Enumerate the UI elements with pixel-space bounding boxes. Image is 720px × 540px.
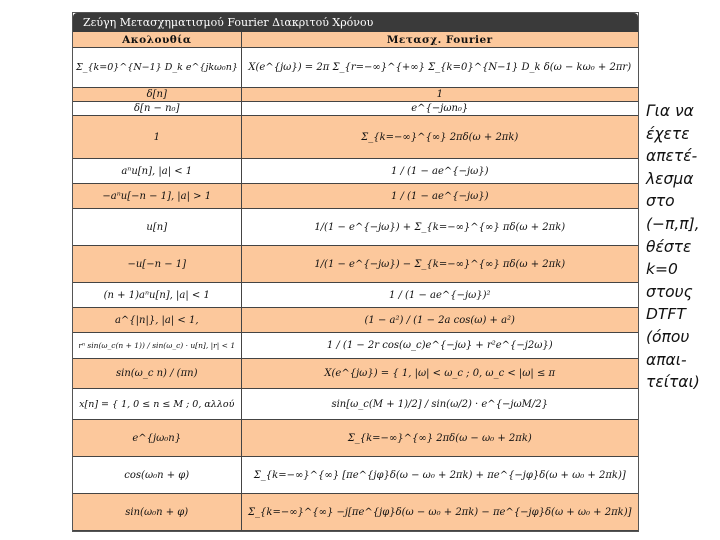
transform-cell: e^{−jωn₀} <box>241 102 638 116</box>
header-transform: Μετασχ. Fourier <box>241 32 638 48</box>
note-line: (όπου <box>646 327 690 346</box>
sequence-cell: sin(ω_c n) / (πn) <box>73 359 241 389</box>
table-row <box>73 494 638 531</box>
sequence-cell: −aⁿu[−n − 1], |a| > 1 <box>73 184 241 209</box>
table-row <box>73 359 638 389</box>
table-row <box>73 48 638 88</box>
note-line: Για να <box>646 102 694 120</box>
table-row <box>73 389 638 420</box>
sequence-cell: x[n] = { 1, 0 ≤ n ≤ M ; 0, αλλού <box>73 389 241 420</box>
table-row <box>73 283 638 308</box>
note-line: στους <box>646 282 693 301</box>
transform-cell: Σ_{k=−∞}^{∞} 2πδ(ω − ω₀ + 2πk) <box>241 420 638 457</box>
table-row <box>73 457 638 494</box>
sequence-cell: cos(ω₀n + φ) <box>73 457 241 494</box>
note-line: k=0 <box>646 260 678 279</box>
note-line: απετέ- <box>646 147 698 166</box>
transform-cell: 1/(1 − e^{−jω}) − Σ_{k=−∞}^{∞} πδ(ω + 2πk) <box>241 246 638 283</box>
note-line: έχετε <box>646 124 690 143</box>
transform-cell: (1 − a²) / (1 − 2a cos(ω) + a²) <box>241 308 638 333</box>
header-row <box>73 32 638 48</box>
sequence-cell: aⁿu[n], |a| < 1 <box>73 159 241 184</box>
transform-cell: 1 / (1 − 2r cos(ω_c)e^{−jω} + r²e^{−j2ω}) <box>241 333 638 359</box>
transform-cell: Σ_{k=−∞}^{∞} 2πδ(ω + 2πk) <box>241 116 638 159</box>
sequence-cell: a^{|n|}, |a| < 1, <box>73 308 241 333</box>
header-sequence: Ακολουθία <box>73 32 241 48</box>
transform-cell: X(e^{jω}) = { 1, |ω| < ω_c ; 0, ω_c < |ω| ≤ π <box>241 359 638 389</box>
table-row <box>73 159 638 184</box>
transform-cell: Σ_{k=−∞}^{∞} −j[πe^{jφ}δ(ω − ω₀ + 2πk) − πe^{−jφ}δ(ω + ω₀ + 2πk)] <box>241 494 638 531</box>
sequence-cell: sin(ω₀n + φ) <box>73 494 241 531</box>
sequence-cell: (n + 1)aⁿu[n], |a| < 1 <box>73 283 241 308</box>
sequence-cell: u[n] <box>73 209 241 246</box>
note-line: DTFT <box>646 305 686 324</box>
transform-cell: sin[ω_c(M + 1)/2] / sin(ω/2) · e^{−jωM/2} <box>241 389 638 420</box>
table-row <box>73 308 638 333</box>
transform-cell: 1 / (1 − ae^{−jω}) <box>241 184 638 209</box>
transform-cell: 1 / (1 − ae^{−jω}) <box>241 159 638 184</box>
note-line: λεσμα <box>646 169 694 188</box>
transform-cell: 1 <box>241 88 638 102</box>
table-row <box>73 420 638 457</box>
transform-cell: X(e^{jω}) = 2π Σ_{r=−∞}^{+∞} Σ_{k=0}^{N−1} D_k δ(ω − kω₀ + 2πr) <box>241 48 638 88</box>
sequence-cell: δ[n] <box>73 88 241 102</box>
sequence-cell: rⁿ sin(ω_c(n + 1)) / sin(ω_c) · u[n], |r| < 1 <box>73 333 241 359</box>
table-row <box>73 88 638 102</box>
note-line: στο <box>646 192 675 211</box>
sequence-cell: −u[−n − 1] <box>73 246 241 283</box>
table-row <box>73 102 638 116</box>
table-row <box>73 333 638 359</box>
note-line: (−π,π], <box>646 214 700 233</box>
pairs-grid <box>73 32 638 531</box>
handwritten-note <box>646 100 720 394</box>
table-row <box>73 246 638 283</box>
transform-cell: 1/(1 − e^{−jω}) + Σ_{k=−∞}^{∞} πδ(ω + 2πk) <box>241 209 638 246</box>
table-row <box>73 116 638 159</box>
sequence-cell: e^{jω₀n} <box>73 420 241 457</box>
table-row <box>73 209 638 246</box>
note-line: απαι- <box>646 350 687 369</box>
sequence-cell: 1 <box>73 116 241 159</box>
note-line: θέστε <box>646 237 692 256</box>
table-title: Ζεύγη Μετασχηματισμού Fourier Διακριτού Χρόνου <box>73 13 638 32</box>
sequence-cell: Σ_{k=0}^{N−1} D_k e^{jkω₀n} <box>73 48 241 88</box>
table-row <box>73 184 638 209</box>
transform-cell: Σ_{k=−∞}^{∞} [πe^{jφ}δ(ω − ω₀ + 2πk) + πe^{−jφ}δ(ω + ω₀ + 2πk)] <box>241 457 638 494</box>
dtft-pairs-table <box>72 12 639 532</box>
note-line: τείται) <box>646 373 700 392</box>
sequence-cell: δ[n − n₀] <box>73 102 241 116</box>
transform-cell: 1 / (1 − ae^{−jω})² <box>241 283 638 308</box>
